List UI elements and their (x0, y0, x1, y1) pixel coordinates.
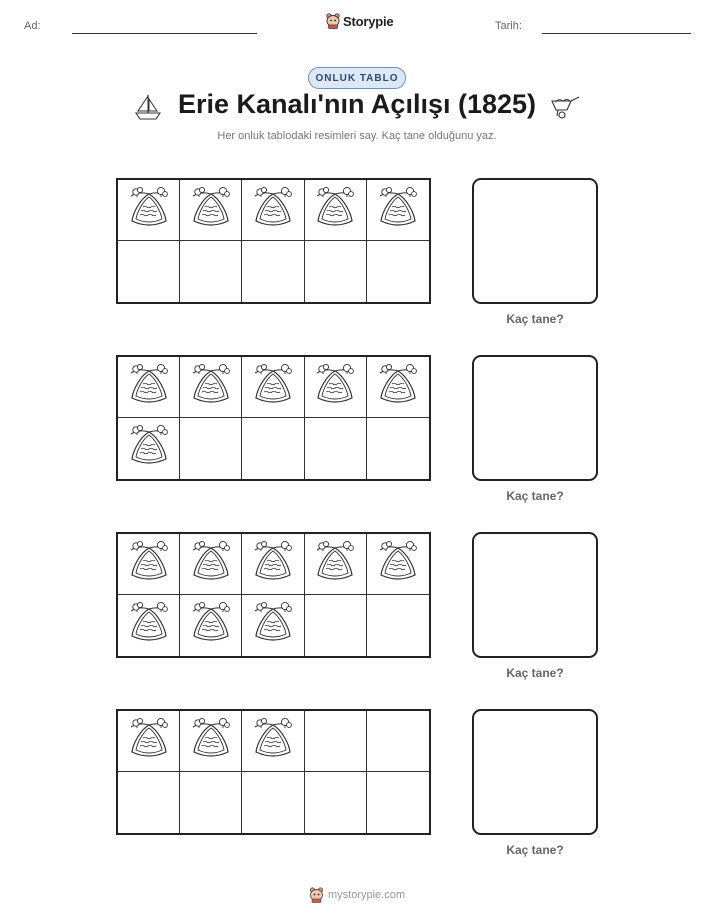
canal-boat-icon (251, 600, 295, 651)
canal-boat-icon (313, 185, 357, 236)
ten-frame-cell (180, 418, 242, 479)
canal-boat-icon (251, 362, 295, 413)
worksheet-type-badge: ONLUK TABLO (308, 67, 406, 89)
answer-label: Kaç tane? (506, 312, 564, 326)
canal-boat-icon (376, 539, 420, 590)
ten-frame-cell (180, 595, 242, 656)
ten-frame (116, 709, 431, 835)
canal-boat-icon (313, 362, 357, 413)
answer-label: Kaç tane? (506, 843, 564, 857)
canal-boat-icon (127, 539, 171, 590)
canal-boat-icon (251, 185, 295, 236)
answer-box[interactable] (472, 709, 598, 835)
mascot-icon (309, 887, 324, 903)
canal-boat-icon (251, 539, 295, 590)
ten-frame-cell (367, 418, 429, 479)
ten-frame-cell (118, 418, 180, 479)
name-line[interactable] (72, 33, 257, 34)
ten-frame-cell (367, 772, 429, 833)
answer-box[interactable] (472, 178, 598, 304)
canal-boat-icon (127, 716, 171, 767)
canal-boat-icon (189, 600, 233, 651)
ten-frame-cell (367, 711, 429, 772)
ten-frame-cell (367, 534, 429, 595)
canal-boat-icon (127, 423, 171, 474)
ten-frame-cell (242, 534, 304, 595)
logo-text: Storypie (343, 13, 394, 29)
wheelbarrow-icon (549, 93, 581, 121)
canal-boat-icon (127, 185, 171, 236)
answer-label: Kaç tane? (506, 489, 564, 503)
answer-box[interactable] (472, 355, 598, 481)
ten-frame-cell (180, 241, 242, 302)
ten-frame-cell (305, 180, 367, 241)
mascot-icon (326, 13, 340, 29)
canal-boat-icon (189, 716, 233, 767)
ten-frame-cell (242, 180, 304, 241)
date-label: Tarih: (495, 20, 522, 32)
storypie-logo (326, 13, 393, 29)
ten-frame-cell (305, 534, 367, 595)
ten-frame-cell (180, 711, 242, 772)
ten-frame-cell (305, 418, 367, 479)
ten-frame-cell (367, 241, 429, 302)
ten-frame-cell (305, 241, 367, 302)
footer-url: mystorypie.com (327, 889, 406, 901)
canal-boat-icon (376, 185, 420, 236)
canal-boat-icon (189, 539, 233, 590)
ten-frame-cell (305, 357, 367, 418)
ten-frame (116, 532, 431, 658)
ten-frame-cell (242, 241, 304, 302)
ten-frame-cell (180, 180, 242, 241)
ten-frame-cell (242, 711, 304, 772)
canal-boat-icon (189, 185, 233, 236)
canal-boat-icon (376, 362, 420, 413)
answer-box[interactable] (472, 532, 598, 658)
ten-frame-cell (118, 772, 180, 833)
ten-frame-cell (118, 241, 180, 302)
ten-frame-cell (305, 595, 367, 656)
name-label: Ad: (24, 20, 41, 32)
ten-frame-cell (180, 357, 242, 418)
page-title: Erie Kanalı'nın Açılışı (1825) (177, 89, 537, 119)
ten-frame-cell (118, 595, 180, 656)
instructions: Her onluk tablodaki resimleri say. Kaç tane olduğunu yaz. (217, 130, 497, 142)
ten-frame (116, 355, 431, 481)
ten-frame-cell (118, 711, 180, 772)
ten-frame (116, 178, 431, 304)
canal-boat-icon (189, 362, 233, 413)
canal-boat-icon (251, 716, 295, 767)
ten-frame-cell (367, 180, 429, 241)
canal-boat-icon (313, 539, 357, 590)
ten-frame-cell (180, 772, 242, 833)
ten-frame-cell (118, 357, 180, 418)
canal-boat-icon (127, 600, 171, 651)
ten-frame-cell (242, 357, 304, 418)
ten-frame-cell (305, 772, 367, 833)
answer-label: Kaç tane? (506, 666, 564, 680)
ten-frame-cell (305, 711, 367, 772)
ten-frame-cell (367, 595, 429, 656)
ten-frame-cell (118, 534, 180, 595)
ten-frame-cell (180, 534, 242, 595)
sailboat-icon (133, 92, 163, 122)
canal-boat-icon (127, 362, 171, 413)
ten-frame-cell (367, 357, 429, 418)
ten-frame-cell (242, 772, 304, 833)
ten-frame-cell (242, 595, 304, 656)
date-line[interactable] (542, 33, 691, 34)
ten-frame-cell (118, 180, 180, 241)
ten-frame-cell (242, 418, 304, 479)
footer (0, 887, 714, 903)
